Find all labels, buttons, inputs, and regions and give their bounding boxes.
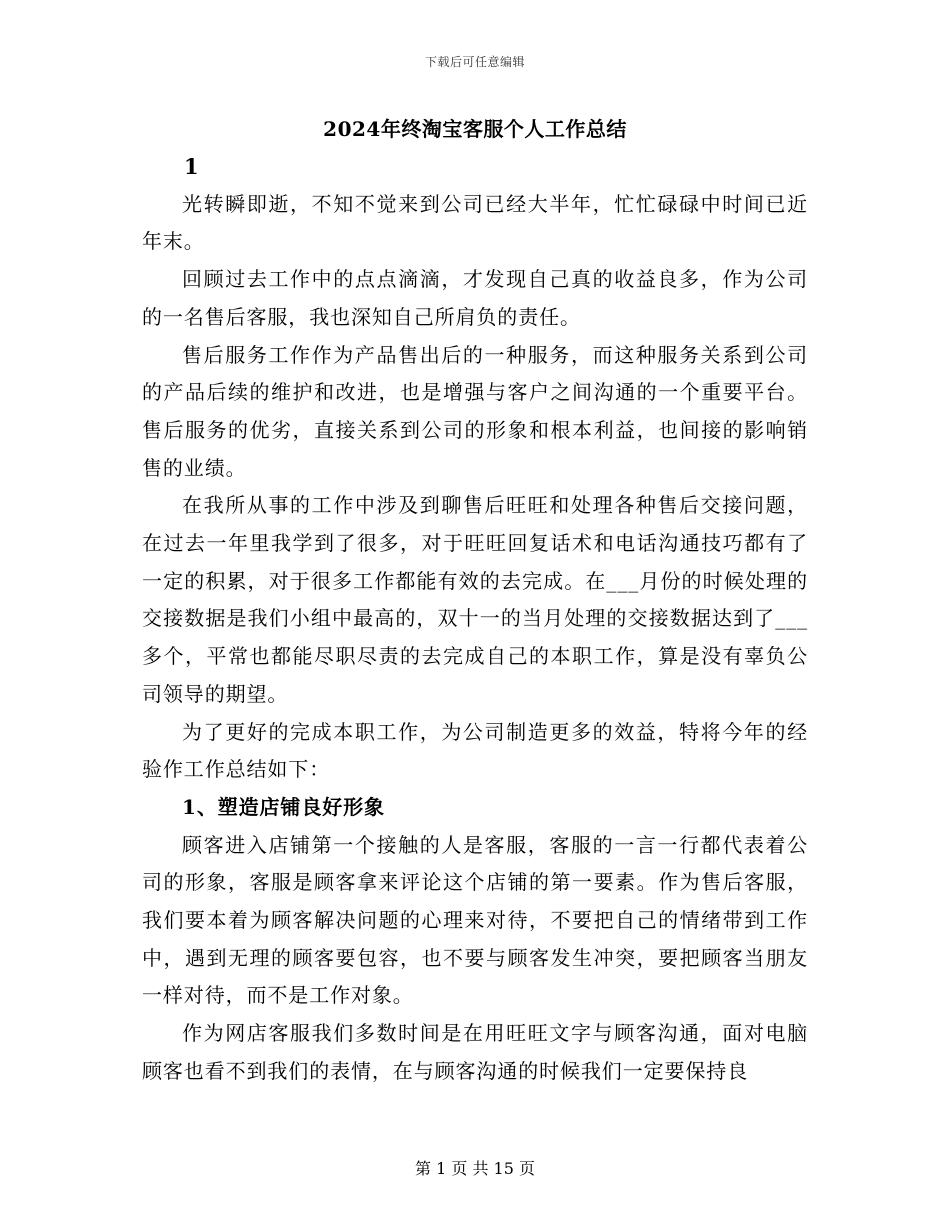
section-heading: 1、塑造店铺良好形象 [182,794,385,819]
paragraph: 回顾过去工作中的点点滴滴，才发现自己真的收益良多，作为公司的一名售后客服，我也深知自己所肩负的责任。 [142,267,808,329]
paragraph-number: 1 [184,154,200,179]
document-body [142,148,808,1091]
paragraph: 作为网店客服我们多数时间是在用旺旺文字与顾客沟通，面对电脑顾客也看不到我们的表情，在与顾客沟通的时候我们一定要保持良 [142,1021,808,1083]
paragraph: 光转瞬即逝，不知不觉来到公司已经大半年，忙忙碌碌中时间已近年末。 [142,191,808,254]
paragraph: 在我所从事的工作中涉及到聊售后旺旺和处理各种售后交接问题，在过去一年里我学到了很多，对于旺旺回复话术和电话沟通技巧都有了一定的积累，对于很多工作都能有效的去完成。在___月份的时候处理的交接数据是我们小组中最高的，双十一的当月处理的交接数据达到了___多个，平常也都能尽职尽责的去完成自己的本职工作，算是没有辜负公司领导的期望。 [142,493,808,706]
paragraph: 顾客进入店铺第一个接触的人是客服，客服的一言一行都代表着公司的形象，客服是顾客拿来评论这个店铺的第一要素。作为售后客服，我们要本着为顾客解决问题的心理来对待，不要把自己的情绪带到工作中，遇到无理的顾客要包容，也不要与顾客发生冲突，要把顾客当朋友一样对待，而不是工作对象。 [142,832,808,1008]
document-title: 2024年终淘宝客服个人工作总结 [323,117,627,141]
header-note: 下载后可任意编辑 [424,55,525,69]
paragraph: 售后服务工作作为产品售出后的一种服务，而这种服务关系到公司的产品后续的维护和改进，也是增强与客户之间沟通的一个重要平台。售后服务的优劣，直接关系到公司的形象和根本利益，也间接的影响销售的业绩。 [142,342,808,480]
page-footer: 第 1 页 共 15 页 [415,1159,535,1178]
paragraph: 为了更好的完成本职工作，为公司制造更多的效益，特将今年的经验作工作总结如下： [142,719,808,782]
